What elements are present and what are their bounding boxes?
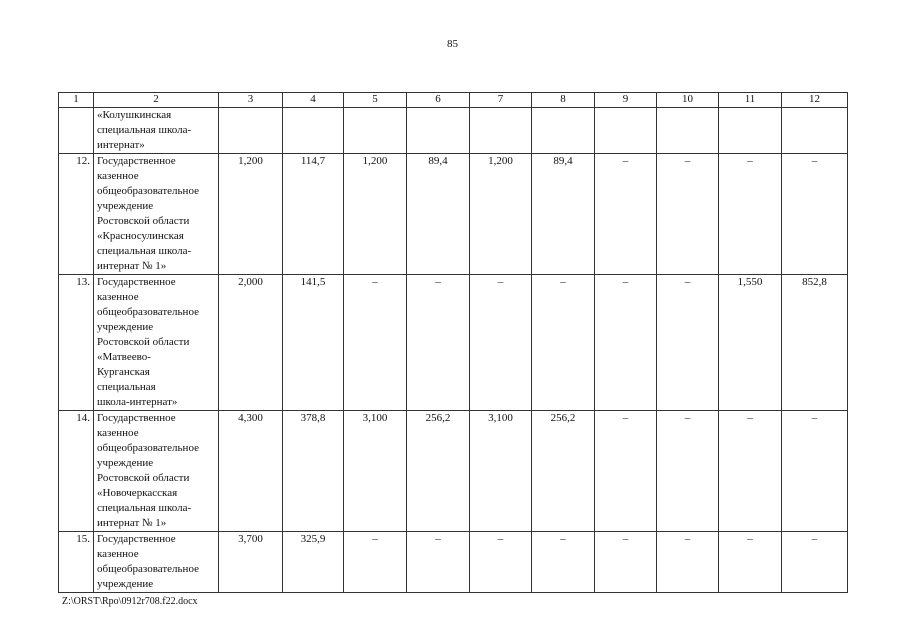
column-header: 5 <box>344 93 407 108</box>
institution-name-line: Государственное <box>97 412 176 424</box>
value-cell: – <box>595 275 657 411</box>
value-cell: – <box>782 154 848 275</box>
institution-name-line: Государственное <box>97 533 176 545</box>
value-cell <box>470 108 532 154</box>
value-cell: – <box>595 154 657 275</box>
table-row <box>59 108 848 154</box>
column-header: 7 <box>470 93 532 108</box>
value-cell: 1,200 <box>344 154 407 275</box>
institution-name-line: специальная школа- <box>97 245 192 257</box>
value-cell <box>532 108 595 154</box>
table-row <box>59 154 848 275</box>
institution-name-line: интернат № 1» <box>97 260 167 272</box>
institution-name-line: казенное <box>97 548 139 560</box>
value-cell <box>782 108 848 154</box>
value-cell <box>657 108 719 154</box>
value-cell <box>595 108 657 154</box>
value-cell: – <box>470 275 532 411</box>
value-cell: – <box>657 411 719 532</box>
institution-name-line: общеобразовательное <box>97 185 199 197</box>
institution-name <box>94 108 219 154</box>
value-cell <box>407 108 470 154</box>
value-cell: 256,2 <box>407 411 470 532</box>
value-cell: 4,300 <box>219 411 283 532</box>
institution-name-line: учреждение <box>97 457 154 469</box>
value-cell: 89,4 <box>532 154 595 275</box>
institution-name-line: Государственное <box>97 155 176 167</box>
value-cell: – <box>470 532 532 593</box>
footer-file-path: Z:\ORST\Rpo\0912r708.f22.docx <box>62 596 198 607</box>
value-cell: – <box>782 411 848 532</box>
institution-name-line: «Матвеево- <box>97 351 151 363</box>
institution-name-line: «Красносулинская <box>97 230 184 242</box>
value-cell: 1,200 <box>219 154 283 275</box>
column-header: 1 <box>59 93 94 108</box>
institution-name-line: «Новочеркасская <box>97 487 178 499</box>
value-cell: 1,200 <box>470 154 532 275</box>
value-cell <box>283 108 344 154</box>
column-header: 8 <box>532 93 595 108</box>
value-cell: – <box>407 275 470 411</box>
value-cell: 3,100 <box>344 411 407 532</box>
value-cell: 325,9 <box>283 532 344 593</box>
column-header: 12 <box>782 93 848 108</box>
value-cell: – <box>344 532 407 593</box>
value-cell: 378,8 <box>283 411 344 532</box>
value-cell: 1,550 <box>719 275 782 411</box>
value-cell: – <box>782 532 848 593</box>
value-cell: – <box>657 154 719 275</box>
column-header: 2 <box>94 93 219 108</box>
institution-name-line: Ростовской области <box>97 215 190 227</box>
institution-name-line: школа-интернат» <box>97 396 178 408</box>
column-header: 10 <box>657 93 719 108</box>
value-cell: 2,000 <box>219 275 283 411</box>
value-cell: 114,7 <box>283 154 344 275</box>
page-number: 85 <box>447 38 458 50</box>
table-row <box>59 532 848 593</box>
value-cell: – <box>657 275 719 411</box>
institution-name-line: казенное <box>97 170 139 182</box>
institution-name-line: интернат» <box>97 139 145 151</box>
value-cell: – <box>719 532 782 593</box>
value-cell <box>719 108 782 154</box>
row-number: 14. <box>59 411 94 532</box>
column-header: 3 <box>219 93 283 108</box>
table-body <box>59 108 848 593</box>
institution-name-line: Ростовской области <box>97 472 190 484</box>
value-cell: – <box>657 532 719 593</box>
institution-name-line: специальная школа- <box>97 124 192 136</box>
table-row <box>59 275 848 411</box>
institution-name-line: общеобразовательное <box>97 442 199 454</box>
row-number: 12. <box>59 154 94 275</box>
institution-name <box>94 411 219 532</box>
value-cell: 852,8 <box>782 275 848 411</box>
institution-name-line: казенное <box>97 427 139 439</box>
institution-name-line: «Колушкинская <box>97 109 172 121</box>
value-cell: – <box>595 532 657 593</box>
institution-name <box>94 275 219 411</box>
value-cell: – <box>719 411 782 532</box>
column-header: 9 <box>595 93 657 108</box>
header-row <box>59 93 848 108</box>
value-cell: – <box>344 275 407 411</box>
value-cell: 89,4 <box>407 154 470 275</box>
value-cell <box>219 108 283 154</box>
data-table <box>58 92 848 593</box>
institution-name-line: специальная школа- <box>97 502 192 514</box>
row-number: 15. <box>59 532 94 593</box>
value-cell: 141,5 <box>283 275 344 411</box>
institution-name-line: интернат № 1» <box>97 517 167 529</box>
institution-name-line: учреждение <box>97 200 154 212</box>
institution-name-line: учреждение <box>97 321 154 333</box>
column-header: 4 <box>283 93 344 108</box>
value-cell: – <box>595 411 657 532</box>
institution-name <box>94 154 219 275</box>
value-cell: – <box>532 532 595 593</box>
row-number <box>59 108 94 154</box>
column-header: 6 <box>407 93 470 108</box>
value-cell <box>344 108 407 154</box>
value-cell: 256,2 <box>532 411 595 532</box>
institution-name-line: общеобразовательное <box>97 563 199 575</box>
institution-name-line: Ростовской области <box>97 336 190 348</box>
value-cell: 3,700 <box>219 532 283 593</box>
value-cell: – <box>532 275 595 411</box>
institution-name-line: Государственное <box>97 276 176 288</box>
institution-name-line: общеобразовательное <box>97 306 199 318</box>
row-number: 13. <box>59 275 94 411</box>
institution-name-line: учреждение <box>97 578 154 590</box>
institution-name-line: Курганская <box>97 366 150 378</box>
value-cell: 3,100 <box>470 411 532 532</box>
value-cell: – <box>719 154 782 275</box>
institution-name <box>94 532 219 593</box>
institution-name-line: специальная <box>97 381 156 393</box>
value-cell: – <box>407 532 470 593</box>
institution-name-line: казенное <box>97 291 139 303</box>
column-header: 11 <box>719 93 782 108</box>
table-row <box>59 411 848 532</box>
